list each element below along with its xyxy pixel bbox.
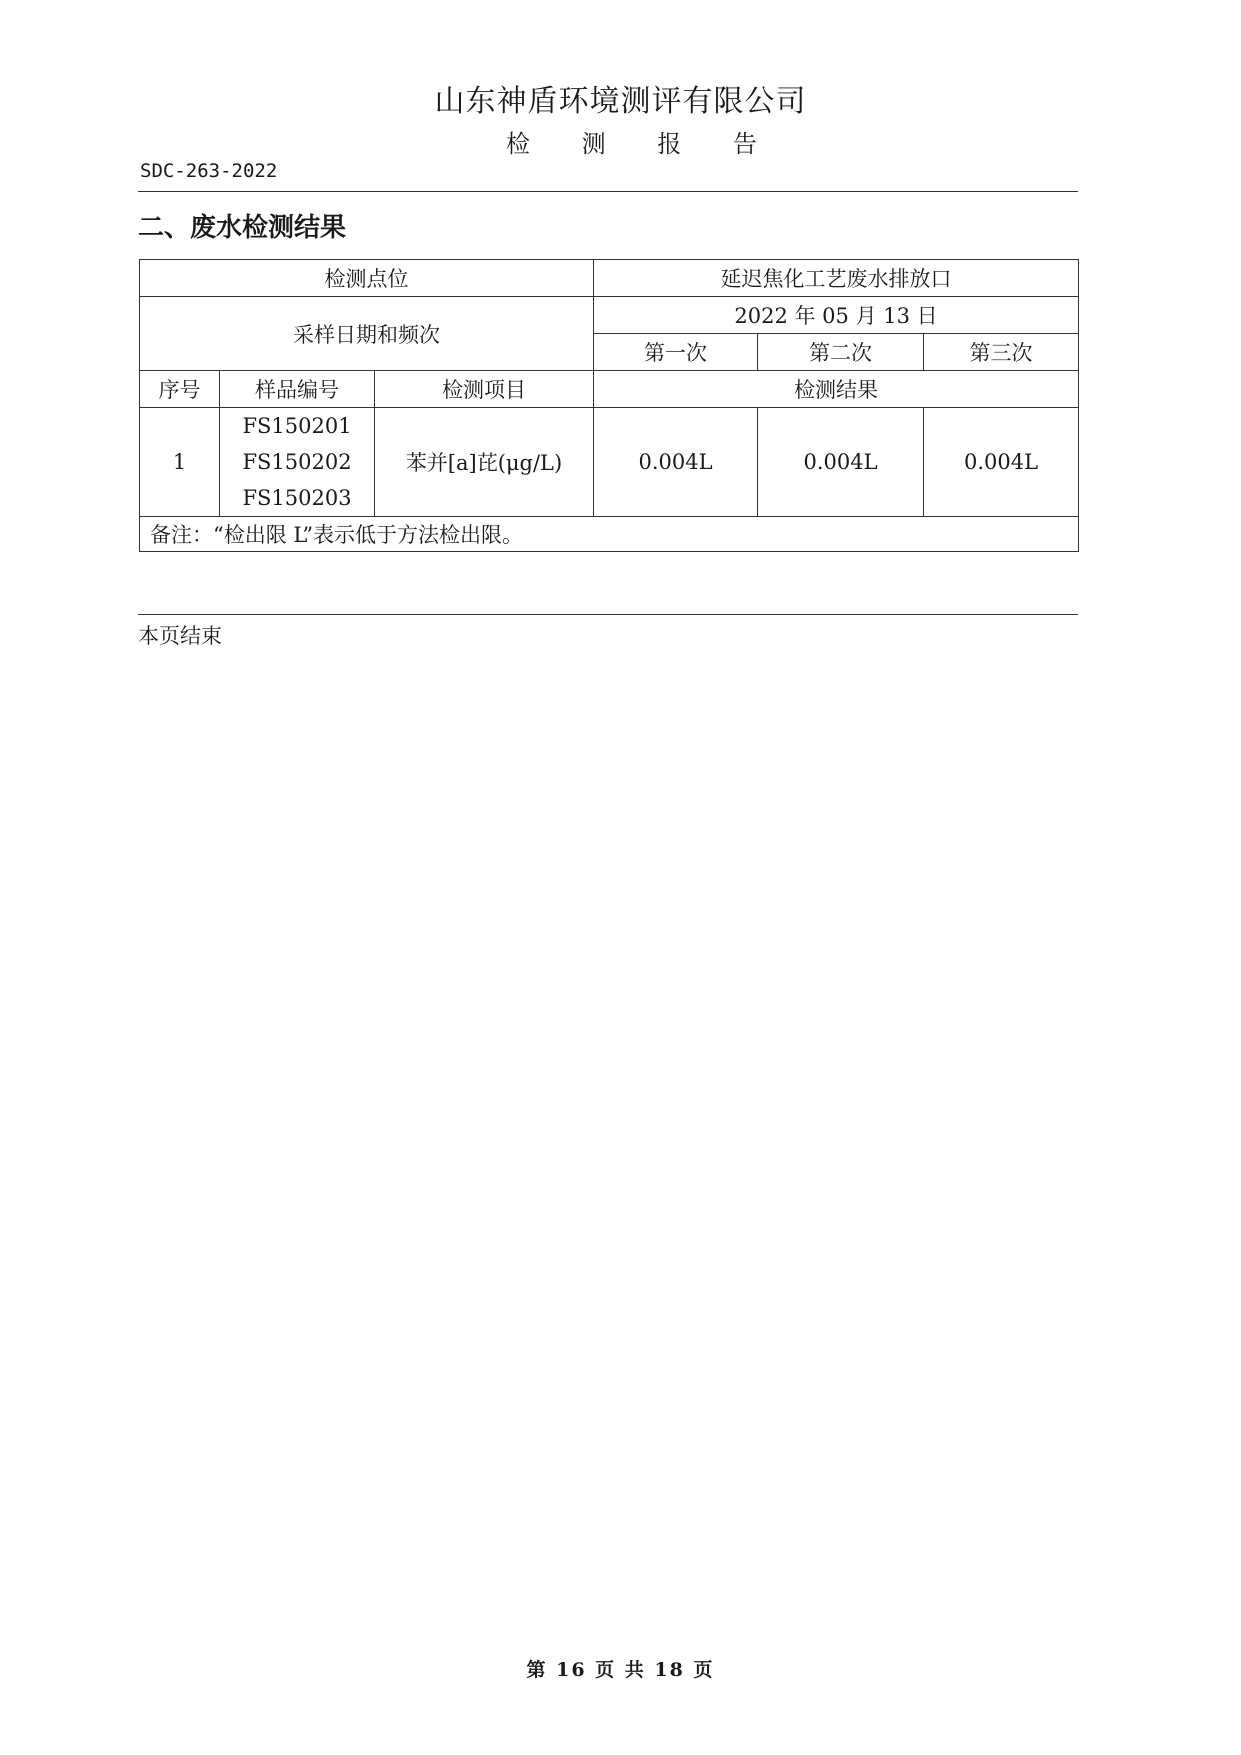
freq-cell-3: 第三次 (924, 334, 1079, 371)
sample-ids-cell (220, 408, 375, 517)
table-row (140, 260, 1079, 297)
table-header-row (140, 371, 1079, 408)
sample-no-header: 样品编号 (220, 371, 375, 408)
section-title: 二、废水检测结果 (138, 213, 347, 243)
date-label-cell: 采样日期和频次 (140, 297, 594, 371)
remark-cell: 备注：“检出限 L”表示低于方法检出限。 (140, 517, 1079, 552)
freq-cell-2: 第二次 (758, 334, 924, 371)
item-cell: 苯并[a]芘(μg/L) (375, 408, 594, 517)
result-cell-2: 0.004L (758, 408, 924, 517)
page-end-note: 本页结束 (138, 624, 222, 648)
sample-id: FS150203 (242, 486, 352, 510)
result-cell-1: 0.004L (594, 408, 758, 517)
seq-header: 序号 (140, 371, 220, 408)
point-label-cell: 检测点位 (140, 260, 594, 297)
sample-id: FS150202 (242, 450, 352, 474)
freq-cell-1: 第一次 (594, 334, 758, 371)
remark-row (140, 517, 1079, 552)
header-divider (138, 191, 1078, 192)
report-title: 检 测 报 告 (506, 130, 779, 158)
table-row (140, 408, 1079, 517)
document-number: SDC-263-2022 (140, 160, 278, 182)
company-name: 山东神盾环境测评有限公司 (434, 84, 807, 119)
point-value-cell: 延迟焦化工艺废水排放口 (594, 260, 1079, 297)
result-cell-3: 0.004L (924, 408, 1079, 517)
page-number: 第 16 页 共 18 页 (526, 1659, 715, 1681)
end-divider (138, 614, 1078, 615)
table-row (140, 297, 1079, 334)
result-header: 检测结果 (594, 371, 1079, 408)
item-header: 检测项目 (375, 371, 594, 408)
results-table (139, 259, 1079, 552)
seq-cell: 1 (140, 408, 220, 517)
sample-id: FS150201 (242, 414, 352, 438)
date-value-cell: 2022 年 05 月 13 日 (594, 297, 1079, 334)
